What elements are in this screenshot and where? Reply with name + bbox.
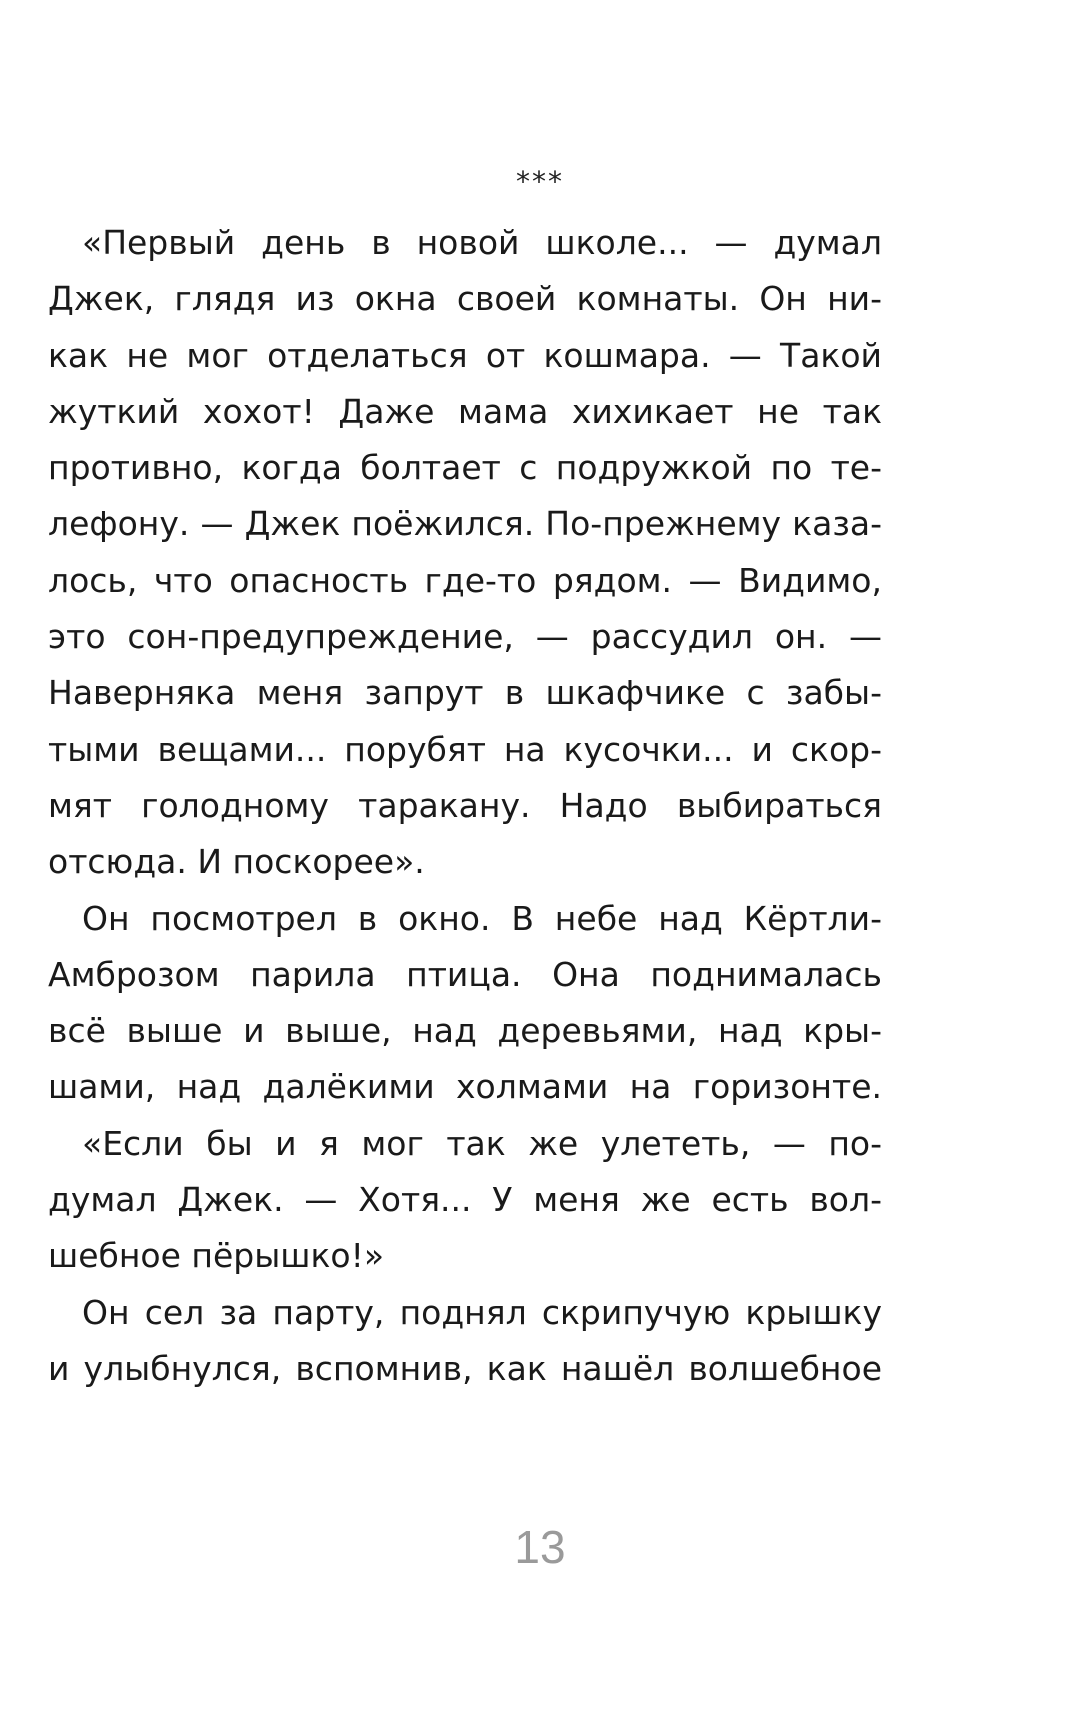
text-line: противно, когда болтает с подружкой по те-: [48, 448, 882, 488]
text-line: думал Джек. — Хотя... У меня же есть вол-: [48, 1180, 882, 1220]
section-separator: ***: [516, 165, 564, 198]
body-text: [48, 215, 882, 1397]
text-line: всё выше и выше, над деревьями, над кры-: [48, 1011, 882, 1051]
text-line: Джек, глядя из окна своей комнаты. Он ни-: [48, 279, 882, 319]
text-line: лось, что опасность где-то рядом. — Видимо,: [48, 560, 882, 600]
text-line: Амброзом парила птица. Она поднималась: [48, 954, 882, 994]
text-line: Он сел за парту, поднял скрипучую крышку: [82, 1292, 882, 1332]
text-line: это сон-предупреждение, — рассудил он. —: [48, 617, 882, 657]
text-line: как не мог отделаться от кошмара. — Такой: [48, 335, 882, 375]
text-line: лефону. — Джек поёжился. По-прежнему каза-: [48, 504, 882, 544]
text-line: шами, над далёкими холмами на горизонте.: [48, 1067, 882, 1107]
text-line: мят голодному таракану. Надо выбираться: [48, 785, 882, 825]
text-line: жуткий хохот! Даже мама хихикает не так: [48, 391, 882, 431]
text-line: шебное пёрышко!»: [48, 1236, 385, 1276]
text-line: «Если бы и я мог так же улететь, — по-: [82, 1123, 882, 1163]
text-line: Он посмотрел в окно. В небе над Кёртли-: [82, 898, 882, 938]
text-line: и улыбнулся, вспомнив, как нашёл волшебное: [48, 1348, 882, 1388]
text-line: «Первый день в новой школе... — думал: [82, 223, 882, 262]
text-line: тыми вещами... порубят на кусочки... и скор-: [48, 729, 882, 769]
page-number: 13: [514, 1521, 566, 1573]
text-line: Наверняка меня запрут в шкафчике с забы-: [48, 673, 882, 713]
text-line: отсюда. И поскорее».: [48, 842, 425, 882]
